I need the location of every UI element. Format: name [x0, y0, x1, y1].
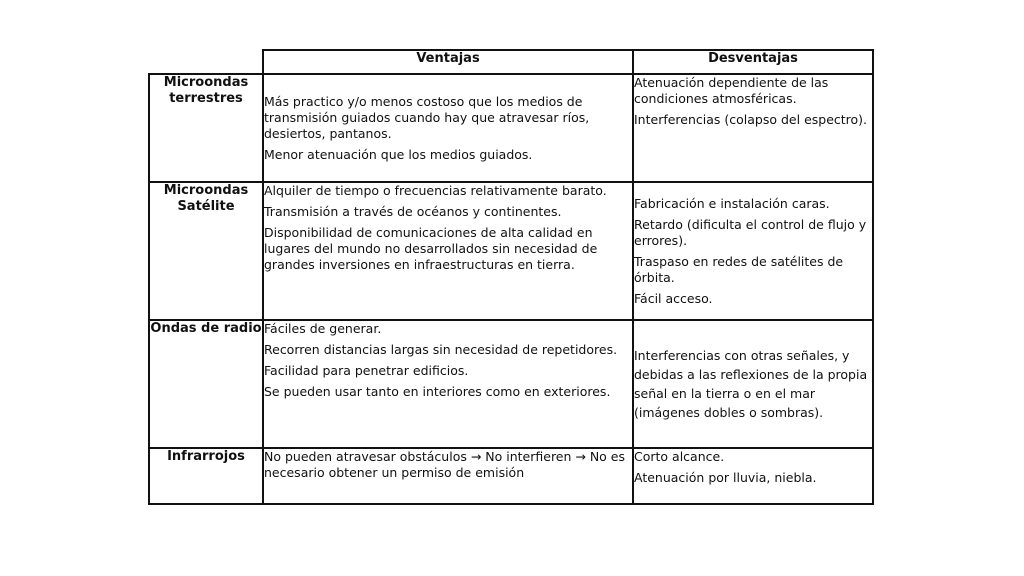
table-row — [149, 182, 873, 320]
ventajas-cell — [263, 182, 633, 320]
desventajas-cell — [633, 74, 873, 182]
desventaja-item: Interferencias (colapso del espectro). — [634, 112, 868, 127]
desventaja-item: Interferencias con otras señales, y debidas a las reflexiones de la propia señal en la tierra o en el mar (imágenes dobles o sombras). — [634, 348, 868, 420]
desventajas-cell — [633, 320, 873, 448]
desventajas-cell — [633, 448, 873, 504]
desventaja-item: Atenuación por lluvia, niebla. — [634, 470, 817, 485]
row-label-microondas-satelite: Microondas Satélite — [149, 182, 263, 320]
desventajas-cell — [633, 182, 873, 320]
table-row — [149, 74, 873, 182]
ventaja-item: Menor atenuación que los medios guiados. — [264, 146, 533, 162]
header-row — [149, 50, 873, 74]
ventaja-item: Alquiler de tiempo o frecuencias relativamente barato. — [264, 183, 607, 198]
ventaja-item: Más practico y/o menos costoso que los medios de transmisión guiados cuando hay que atravesar ríos, desiertos, pantanos. — [264, 93, 590, 141]
desventaja-item: Fabricación e instalación caras. — [634, 195, 830, 211]
ventaja-item: Transmisión a través de océanos y continentes. — [264, 204, 562, 219]
ventaja-item: No pueden atravesar obstáculos → No interfieren → No es necesario obtener un permiso de emisión — [264, 449, 626, 480]
desventaja-item: Corto alcance. — [634, 449, 725, 464]
ventajas-cell — [263, 448, 633, 504]
header-ventajas: Ventajas — [263, 50, 633, 74]
table-row — [149, 448, 873, 504]
row-label-microondas-terrestres: Microondas terrestres — [149, 74, 263, 182]
ventaja-item: Facilidad para penetrar edificios. — [264, 363, 469, 378]
header-desventajas: Desventajas — [633, 50, 873, 74]
desventaja-item: Retardo (dificulta el control de flujo y errores). — [634, 216, 867, 248]
desventaja-item: Atenuación dependiente de las condiciones atmosféricas. — [634, 75, 829, 106]
row-label-infrarrojos: Infrarrojos — [149, 448, 263, 504]
ventajas-cell — [263, 320, 633, 448]
ventajas-cell — [263, 74, 633, 182]
ventaja-item: Se pueden usar tanto en interiores como en exteriores. — [264, 384, 611, 399]
row-label-ondas-de-radio: Ondas de radio — [149, 320, 263, 448]
comparison-table — [148, 49, 874, 505]
corner-cell — [149, 50, 263, 74]
desventaja-item: Traspaso en redes de satélites de órbita. — [634, 253, 844, 285]
table-row — [149, 320, 873, 448]
desventaja-item: Fácil acceso. — [634, 290, 713, 306]
ventaja-item: Disponibilidad de comunicaciones de alta calidad en lugares del mundo no desarrollados sin necesidad de grandes inversiones en infraestructuras en tierra. — [264, 225, 598, 272]
ventaja-item: Recorren distancias largas sin necesidad de repetidores. — [264, 342, 618, 357]
ventaja-item: Fáciles de generar. — [264, 321, 382, 336]
